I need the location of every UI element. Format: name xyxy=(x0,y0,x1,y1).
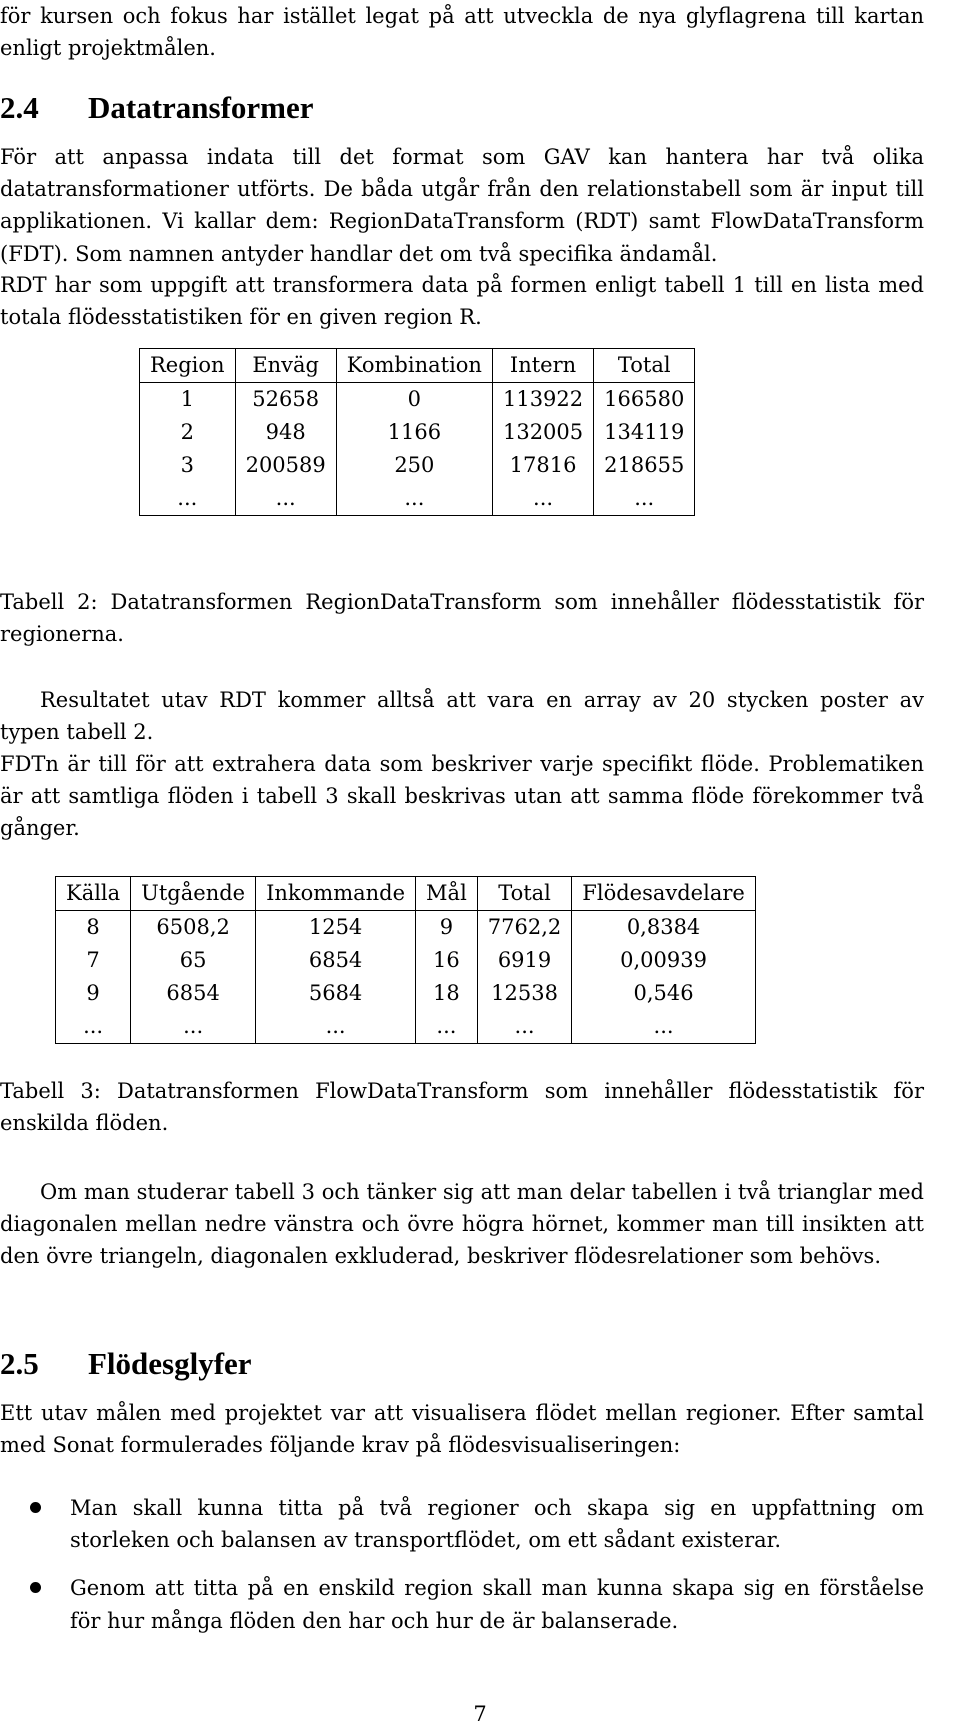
table-cell: 6854 xyxy=(256,944,416,977)
table-cell: 166580 xyxy=(594,383,695,417)
page-number: 7 xyxy=(473,1702,487,1726)
table-cell: 2 xyxy=(140,416,236,449)
list-item xyxy=(0,1492,924,1556)
table-cell: 1166 xyxy=(336,416,492,449)
table-row xyxy=(56,911,756,945)
table-row xyxy=(140,482,695,516)
table-cell: ... xyxy=(140,482,236,516)
table-cell: 1 xyxy=(140,383,236,417)
paragraph-intro: För att anpassa indata till det format som GAV kan hantera har två olika datatransformationer utförts. De båda utgår från den relationstabell som är input till applikationen. Vi kallar dem: RegionDataTransform (RDT) samt FlowDataTransform (FDT). Som namnen antyder handlar det om två specifika ändamål. xyxy=(0,145,924,266)
column-header: Inkommande xyxy=(256,877,416,911)
table-cell: 5684 xyxy=(256,977,416,1010)
list-item-text: Man skall kunna titta på två regioner och skapa sig en uppfattning om storleken och balansen av transportflödet, om ett sådant existerar. xyxy=(70,1496,924,1553)
table-cell: 113922 xyxy=(492,383,593,417)
table-cell: 0,00939 xyxy=(572,944,756,977)
paragraph-goals: Ett utav målen med projektet var att visualisera flödet mellan regioner. Efter samtal med Sonat formulerades följande krav på flödesvisualiseringen: xyxy=(0,1401,924,1458)
table-cell: 200589 xyxy=(235,449,336,482)
section-heading-2-5 xyxy=(0,1344,252,1384)
table-cell: 9 xyxy=(416,911,478,945)
requirements-list xyxy=(0,1492,924,1653)
table-cell: 948 xyxy=(235,416,336,449)
table-cell: 1254 xyxy=(256,911,416,945)
section-title: Datatransformer xyxy=(88,90,314,125)
paragraph-rdt: RDT har som uppgift att transformera data på formen enligt tabell 1 till en lista med totala flödesstatistiken för en given region R. xyxy=(0,273,924,330)
table-cell: 6508,2 xyxy=(131,911,256,945)
list-item xyxy=(0,1572,924,1636)
table-cell: ... xyxy=(256,1010,416,1044)
column-header: Kombination xyxy=(336,349,492,383)
table-cell: 132005 xyxy=(492,416,593,449)
table-cell: ... xyxy=(131,1010,256,1044)
table-cell: ... xyxy=(56,1010,131,1044)
paragraph-result: Resultatet utav RDT kommer alltså att vara en array av 20 stycken poster av typen tabell 2. xyxy=(0,688,924,745)
table-cell: 7762,2 xyxy=(477,911,571,945)
column-header: Total xyxy=(594,349,695,383)
list-item-text: Genom att titta på en enskild region skall man kunna skapa sig en förståelse för hur många flöden den har och hur de är balanserade. xyxy=(70,1576,924,1633)
bullet-icon xyxy=(30,1582,41,1593)
bullet-icon xyxy=(30,1502,41,1513)
section-title: Flödesglyfer xyxy=(88,1346,252,1381)
column-header: Enväg xyxy=(235,349,336,383)
table-cell: 52658 xyxy=(235,383,336,417)
section-number: 2.4 xyxy=(0,90,39,125)
table-flow-data xyxy=(55,876,756,1044)
column-header: Utgående xyxy=(131,877,256,911)
table-cell: 7 xyxy=(56,944,131,977)
column-header: Källa xyxy=(56,877,131,911)
column-header: Flödesavdelare xyxy=(572,877,756,911)
table-row xyxy=(140,416,695,449)
table-header-row xyxy=(140,349,695,383)
column-header: Region xyxy=(140,349,236,383)
table-row xyxy=(140,449,695,482)
table-cell: ... xyxy=(416,1010,478,1044)
column-header: Intern xyxy=(492,349,593,383)
table-cell: ... xyxy=(336,482,492,516)
table-cell: ... xyxy=(594,482,695,516)
paragraph-triangle: Om man studerar tabell 3 och tänker sig att man delar tabellen i två trianglar med diagonalen mellan nedre vänstra och övre högra hörnet, kommer man till insikten att den övre triangeln, diagonalen exkluderad, beskriver flödesrelationer som behövs. xyxy=(0,1180,924,1269)
paragraph-top: för kursen och fokus har istället legat på att utveckla de nya glyflagrena till kartan enligt projektmålen. xyxy=(0,4,924,61)
table-cell: 134119 xyxy=(594,416,695,449)
table-cell: 0,8384 xyxy=(572,911,756,945)
table-cell: ... xyxy=(572,1010,756,1044)
paragraph-fdt: FDTn är till för att extrahera data som beskriver varje specifikt flöde. Problematiken är att samtliga flöden i tabell 3 skall beskrivas utan att samma flöde förekommer två gånger. xyxy=(0,752,924,841)
table-cell: 65 xyxy=(131,944,256,977)
table-cell: ... xyxy=(235,482,336,516)
table-row xyxy=(56,1010,756,1044)
table-region-data xyxy=(139,348,695,516)
table-caption: Tabell 2: Datatransformen RegionDataTransform som innehåller flödesstatistik för regionerna. xyxy=(0,590,924,647)
table-cell: ... xyxy=(477,1010,571,1044)
table-cell: 17816 xyxy=(492,449,593,482)
section-number: 2.5 xyxy=(0,1346,39,1381)
column-header: Total xyxy=(477,877,571,911)
table-cell: 9 xyxy=(56,977,131,1010)
column-header: Mål xyxy=(416,877,478,911)
table-cell: 8 xyxy=(56,911,131,945)
table-row xyxy=(56,944,756,977)
table-cell: 3 xyxy=(140,449,236,482)
table-cell: 12538 xyxy=(477,977,571,1010)
table-cell: 6919 xyxy=(477,944,571,977)
table-header-row xyxy=(56,877,756,911)
section-heading-2-4 xyxy=(0,88,314,128)
table-cell: 0,546 xyxy=(572,977,756,1010)
table-cell: 18 xyxy=(416,977,478,1010)
table-caption: Tabell 3: Datatransformen FlowDataTransform som innehåller flödesstatistik för enskilda flöden. xyxy=(0,1079,924,1136)
table-row xyxy=(140,383,695,417)
table-cell: 218655 xyxy=(594,449,695,482)
table-row xyxy=(56,977,756,1010)
table-cell: ... xyxy=(492,482,593,516)
table-cell: 0 xyxy=(336,383,492,417)
table-cell: 250 xyxy=(336,449,492,482)
table-cell: 6854 xyxy=(131,977,256,1010)
table-cell: 16 xyxy=(416,944,478,977)
